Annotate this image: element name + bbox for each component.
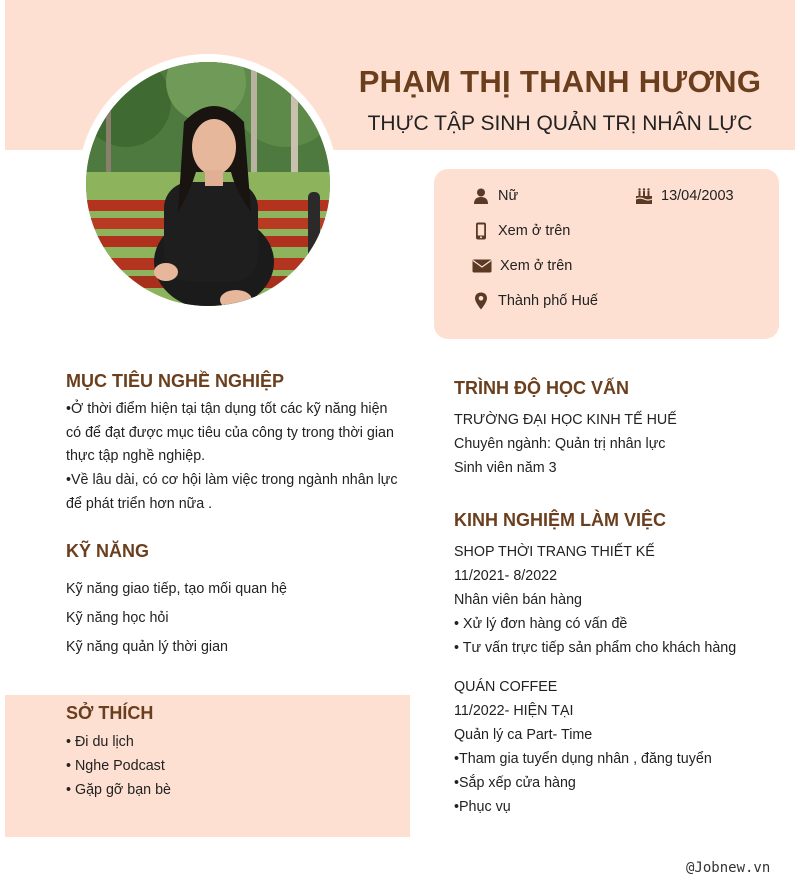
objective-paragraph: •Về lâu dài, có cơ hội làm việc trong ngành nhân lực để phát triển hơn nữa . (66, 472, 398, 512)
profile-photo (86, 62, 330, 306)
phone-icon (472, 222, 490, 240)
email-value: Xem ở trên (500, 258, 573, 274)
job-entry (454, 540, 736, 660)
job-company: SHOP THỜI TRANG THIẾT KẾ (454, 544, 655, 560)
hobby-item: • Nghe Podcast (66, 758, 165, 774)
candidate-name: PHẠM THỊ THANH HƯƠNG (358, 64, 762, 99)
address-row (472, 292, 598, 310)
education-heading: TRÌNH ĐỘ HỌC VẤN (454, 378, 629, 398)
skills-heading: KỸ NĂNG (66, 541, 150, 561)
job-title: THỰC TẬP SINH QUẢN TRỊ NHÂN LỰC (367, 112, 753, 135)
job-period: 11/2021- 8/2022 (454, 568, 558, 584)
user-icon (472, 187, 490, 205)
education-school: TRƯỜNG ĐẠI HỌC KINH TẾ HUẾ (454, 412, 677, 428)
skills-list (66, 575, 287, 662)
job-task: •Phục vụ (454, 799, 511, 815)
phone-value: Xem ở trên (498, 223, 571, 239)
education-major: Chuyên ngành: Quản trị nhân lực (454, 436, 666, 452)
job-company: QUÁN COFFEE (454, 679, 558, 695)
hobby-item: • Đi du lịch (66, 734, 134, 750)
gender-row (472, 187, 518, 205)
envelope-icon (472, 257, 492, 275)
hobbies-list (66, 730, 171, 802)
job-task: •Tham gia tuyển dụng nhân , đăng tuyển (454, 751, 712, 767)
watermark: @Jobnew.vn (686, 860, 771, 876)
hobby-item: • Gặp gỡ bạn bè (66, 782, 171, 798)
experience-heading: KINH NGHIỆM LÀM VIỆC (454, 510, 667, 530)
job-task: •Sắp xếp cửa hàng (454, 775, 576, 791)
birthday-value: 13/04/2003 (661, 188, 734, 204)
objective-paragraph: •Ở thời điểm hiện tại tận dụng tốt các kỹ năng hiện có để đạt được mục tiêu của công ty trong thời gian thực tập nghề nghiệp. (66, 401, 394, 465)
job-period: 11/2022- HIỆN TẠI (454, 703, 574, 719)
birthday-cake-icon (635, 187, 653, 205)
address-value: Thành phố Huế (498, 293, 598, 309)
job-position: Nhân viên bán hàng (454, 592, 582, 608)
birthday-row (635, 187, 734, 205)
job-task: • Xử lý đơn hàng có vấn đề (454, 616, 628, 632)
skill-item: Kỹ năng giao tiếp, tạo mối quan hệ (66, 581, 287, 597)
email-row (472, 257, 572, 275)
skill-item: Kỹ năng học hỏi (66, 610, 169, 626)
objective-heading: MỤC TIÊU NGHỀ NGHIỆP (66, 371, 285, 391)
location-pin-icon (472, 292, 490, 310)
contact-box (434, 169, 779, 339)
phone-row (472, 222, 570, 240)
skill-item: Kỹ năng quản lý thời gian (66, 639, 228, 655)
education-details (454, 408, 677, 480)
job-task: • Tư vấn trực tiếp sản phẩm cho khách hàng (454, 640, 737, 656)
job-position: Quản lý ca Part- Time (454, 727, 593, 743)
education-year: Sinh viên năm 3 (454, 460, 557, 476)
hobbies-heading: SỞ THÍCH (66, 703, 154, 723)
gender-value: Nữ (498, 188, 519, 204)
job-entry (454, 675, 712, 819)
objective-text (66, 398, 401, 517)
